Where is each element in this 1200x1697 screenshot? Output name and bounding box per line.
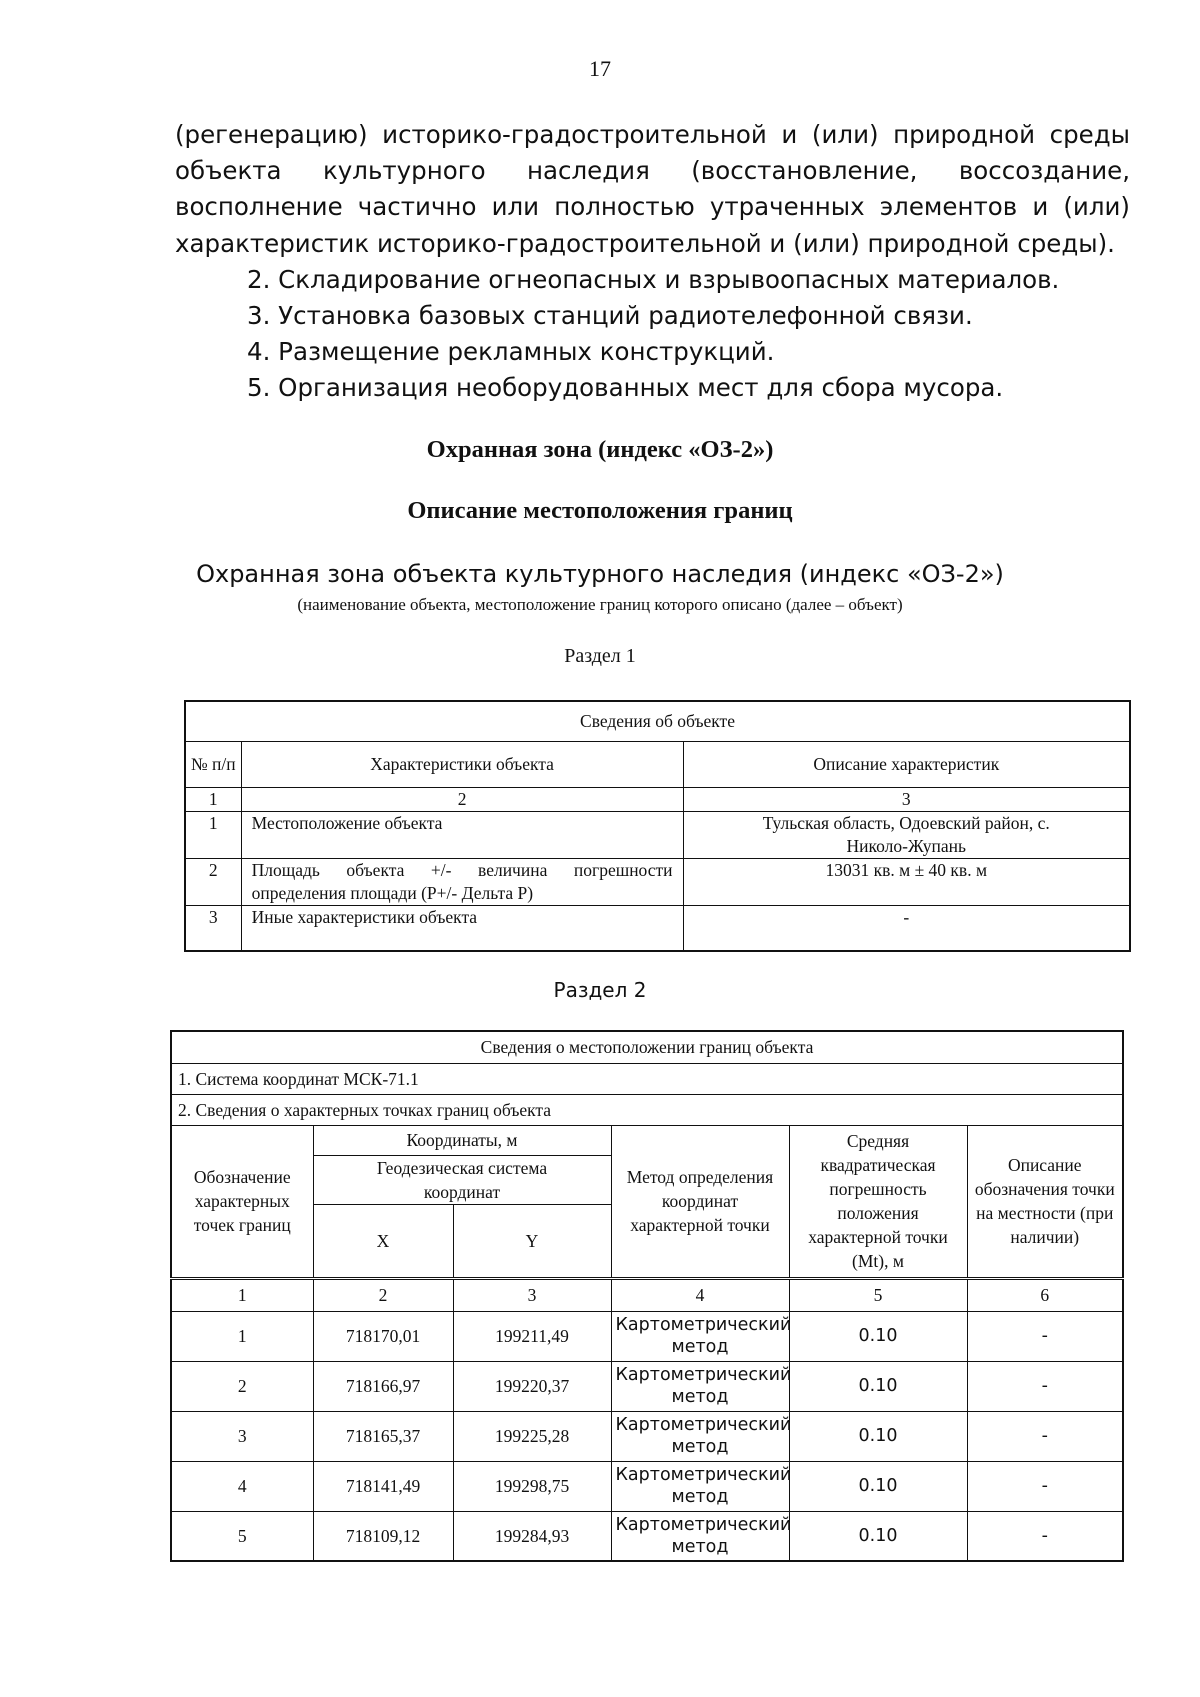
point-id: 4 [171, 1461, 313, 1511]
column-number: 3 [453, 1278, 611, 1311]
method-value: Картометрический метод [611, 1511, 789, 1561]
y-value: 199220,37 [453, 1361, 611, 1411]
column-header: Характеристики объекта [241, 741, 683, 787]
row-description: 13031 кв. м ± 40 кв. м [683, 858, 1130, 905]
table-row [171, 1361, 1123, 1411]
column-header: Описание характеристик [683, 741, 1130, 787]
list-item: 4. Размещение рекламных конструкций. [247, 337, 775, 367]
point-description: - [967, 1511, 1123, 1561]
description-header: Описание обозначения точки на местности (при наличии) [967, 1125, 1123, 1278]
list-item: 2. Складирование огнеопасных и взрывоопасных материалов. [247, 264, 1060, 294]
column-number: 5 [789, 1278, 967, 1311]
object-info-table [184, 700, 1131, 952]
column-number: 3 [683, 787, 1130, 811]
point-description: - [967, 1411, 1123, 1461]
point-description: - [967, 1311, 1123, 1361]
y-header: Y [453, 1204, 611, 1278]
column-number: 6 [967, 1278, 1123, 1311]
method-value: Картометрический метод [611, 1411, 789, 1461]
table-title: Сведения о местоположении границ объекта [171, 1031, 1123, 1063]
y-value: 199211,49 [453, 1311, 611, 1361]
table-row [171, 1511, 1123, 1561]
mt-value: 0.10 [789, 1411, 967, 1461]
y-value: 199298,75 [453, 1461, 611, 1511]
table-row [185, 858, 1130, 905]
coordinate-system: 1. Система координат МСК-71.1 [171, 1063, 1123, 1094]
column-header: № п/п [185, 741, 241, 787]
mt-value: 0.10 [789, 1511, 967, 1561]
table-row [171, 1411, 1123, 1461]
x-value: 718165,37 [313, 1411, 453, 1461]
object-name-note: (наименование объекта, местоположение границ которого описано (далее – объект) [297, 595, 903, 614]
point-description: - [967, 1461, 1123, 1511]
x-header: X [313, 1204, 453, 1278]
table-title: Сведения об объекте [185, 701, 1130, 741]
point-id: 2 [171, 1361, 313, 1411]
continuation-paragraph: (регенерацию) историко-градостроительной и (или) природной среды объекта культурного наследия (восстановление, воссоздание, восполнение частично или полностью утраченных элементов и (или) характеристик историко-градостроительной и (или) природной среды). [175, 120, 1130, 258]
description-title: Описание местоположения границ [407, 497, 793, 524]
list-item: 5. Организация необорудованных мест для сбора мусора. [247, 373, 1004, 403]
x-value: 718166,97 [313, 1361, 453, 1411]
list-item: 3. Установка базовых станций радиотелефонной связи. [247, 301, 973, 331]
point-id: 5 [171, 1511, 313, 1561]
column-number: 2 [313, 1278, 453, 1311]
column-number: 2 [241, 787, 683, 811]
method-value: Картометрический метод [611, 1311, 789, 1361]
mt-value: 0.10 [789, 1461, 967, 1511]
y-value: 199225,28 [453, 1411, 611, 1461]
x-value: 718170,01 [313, 1311, 453, 1361]
error-header: Средняя квадратическая погрешность положения характерной точки (Mt), м [789, 1125, 967, 1278]
column-number: 1 [171, 1278, 313, 1311]
designation-header: Обозначение характерных точек границ [171, 1125, 313, 1278]
body-text [175, 117, 1130, 407]
page-number: 17 [589, 56, 611, 81]
y-value: 199284,93 [453, 1511, 611, 1561]
row-number: 1 [185, 811, 241, 858]
section-2-label: Раздел 2 [553, 978, 647, 1002]
row-description: - [683, 905, 1130, 951]
method-header: Метод определения координат характерной точки [611, 1125, 789, 1278]
point-id: 1 [171, 1311, 313, 1361]
mt-value: 0.10 [789, 1311, 967, 1361]
column-number: 1 [185, 787, 241, 811]
table-row [171, 1461, 1123, 1511]
coordinates-header: Координаты, м [313, 1125, 611, 1155]
row-characteristic: Иные характеристики объекта [241, 905, 683, 951]
row-characteristic: Местоположение объекта [241, 811, 683, 858]
section-1-label: Раздел 1 [564, 645, 636, 667]
point-description: - [967, 1361, 1123, 1411]
points-caption: 2. Сведения о характерных точках границ объекта [171, 1094, 1123, 1125]
method-value: Картометрический метод [611, 1461, 789, 1511]
table-row [185, 905, 1130, 951]
row-number: 2 [185, 858, 241, 905]
row-number: 3 [185, 905, 241, 951]
x-value: 718109,12 [313, 1511, 453, 1561]
row-description: Тульская область, Одоевский район, с. Николо-Жупань [683, 811, 1130, 858]
table-row [185, 811, 1130, 858]
point-id: 3 [171, 1411, 313, 1461]
zone-title: Охранная зона (индекс «ОЗ-2») [426, 436, 774, 463]
object-name: Охранная зона объекта культурного наследия (индекс «ОЗ-2») [196, 560, 1004, 588]
geodetic-header: Геодезическая система координат [313, 1155, 611, 1204]
table-row [171, 1311, 1123, 1361]
column-number: 4 [611, 1278, 789, 1311]
x-value: 718141,49 [313, 1461, 453, 1511]
mt-value: 0.10 [789, 1361, 967, 1411]
method-value: Картометрический метод [611, 1361, 789, 1411]
boundary-table [170, 1030, 1124, 1562]
row-characteristic: Площадь объекта +/- величина погрешности определения площади (Р+/- Дельта Р) [241, 858, 683, 905]
